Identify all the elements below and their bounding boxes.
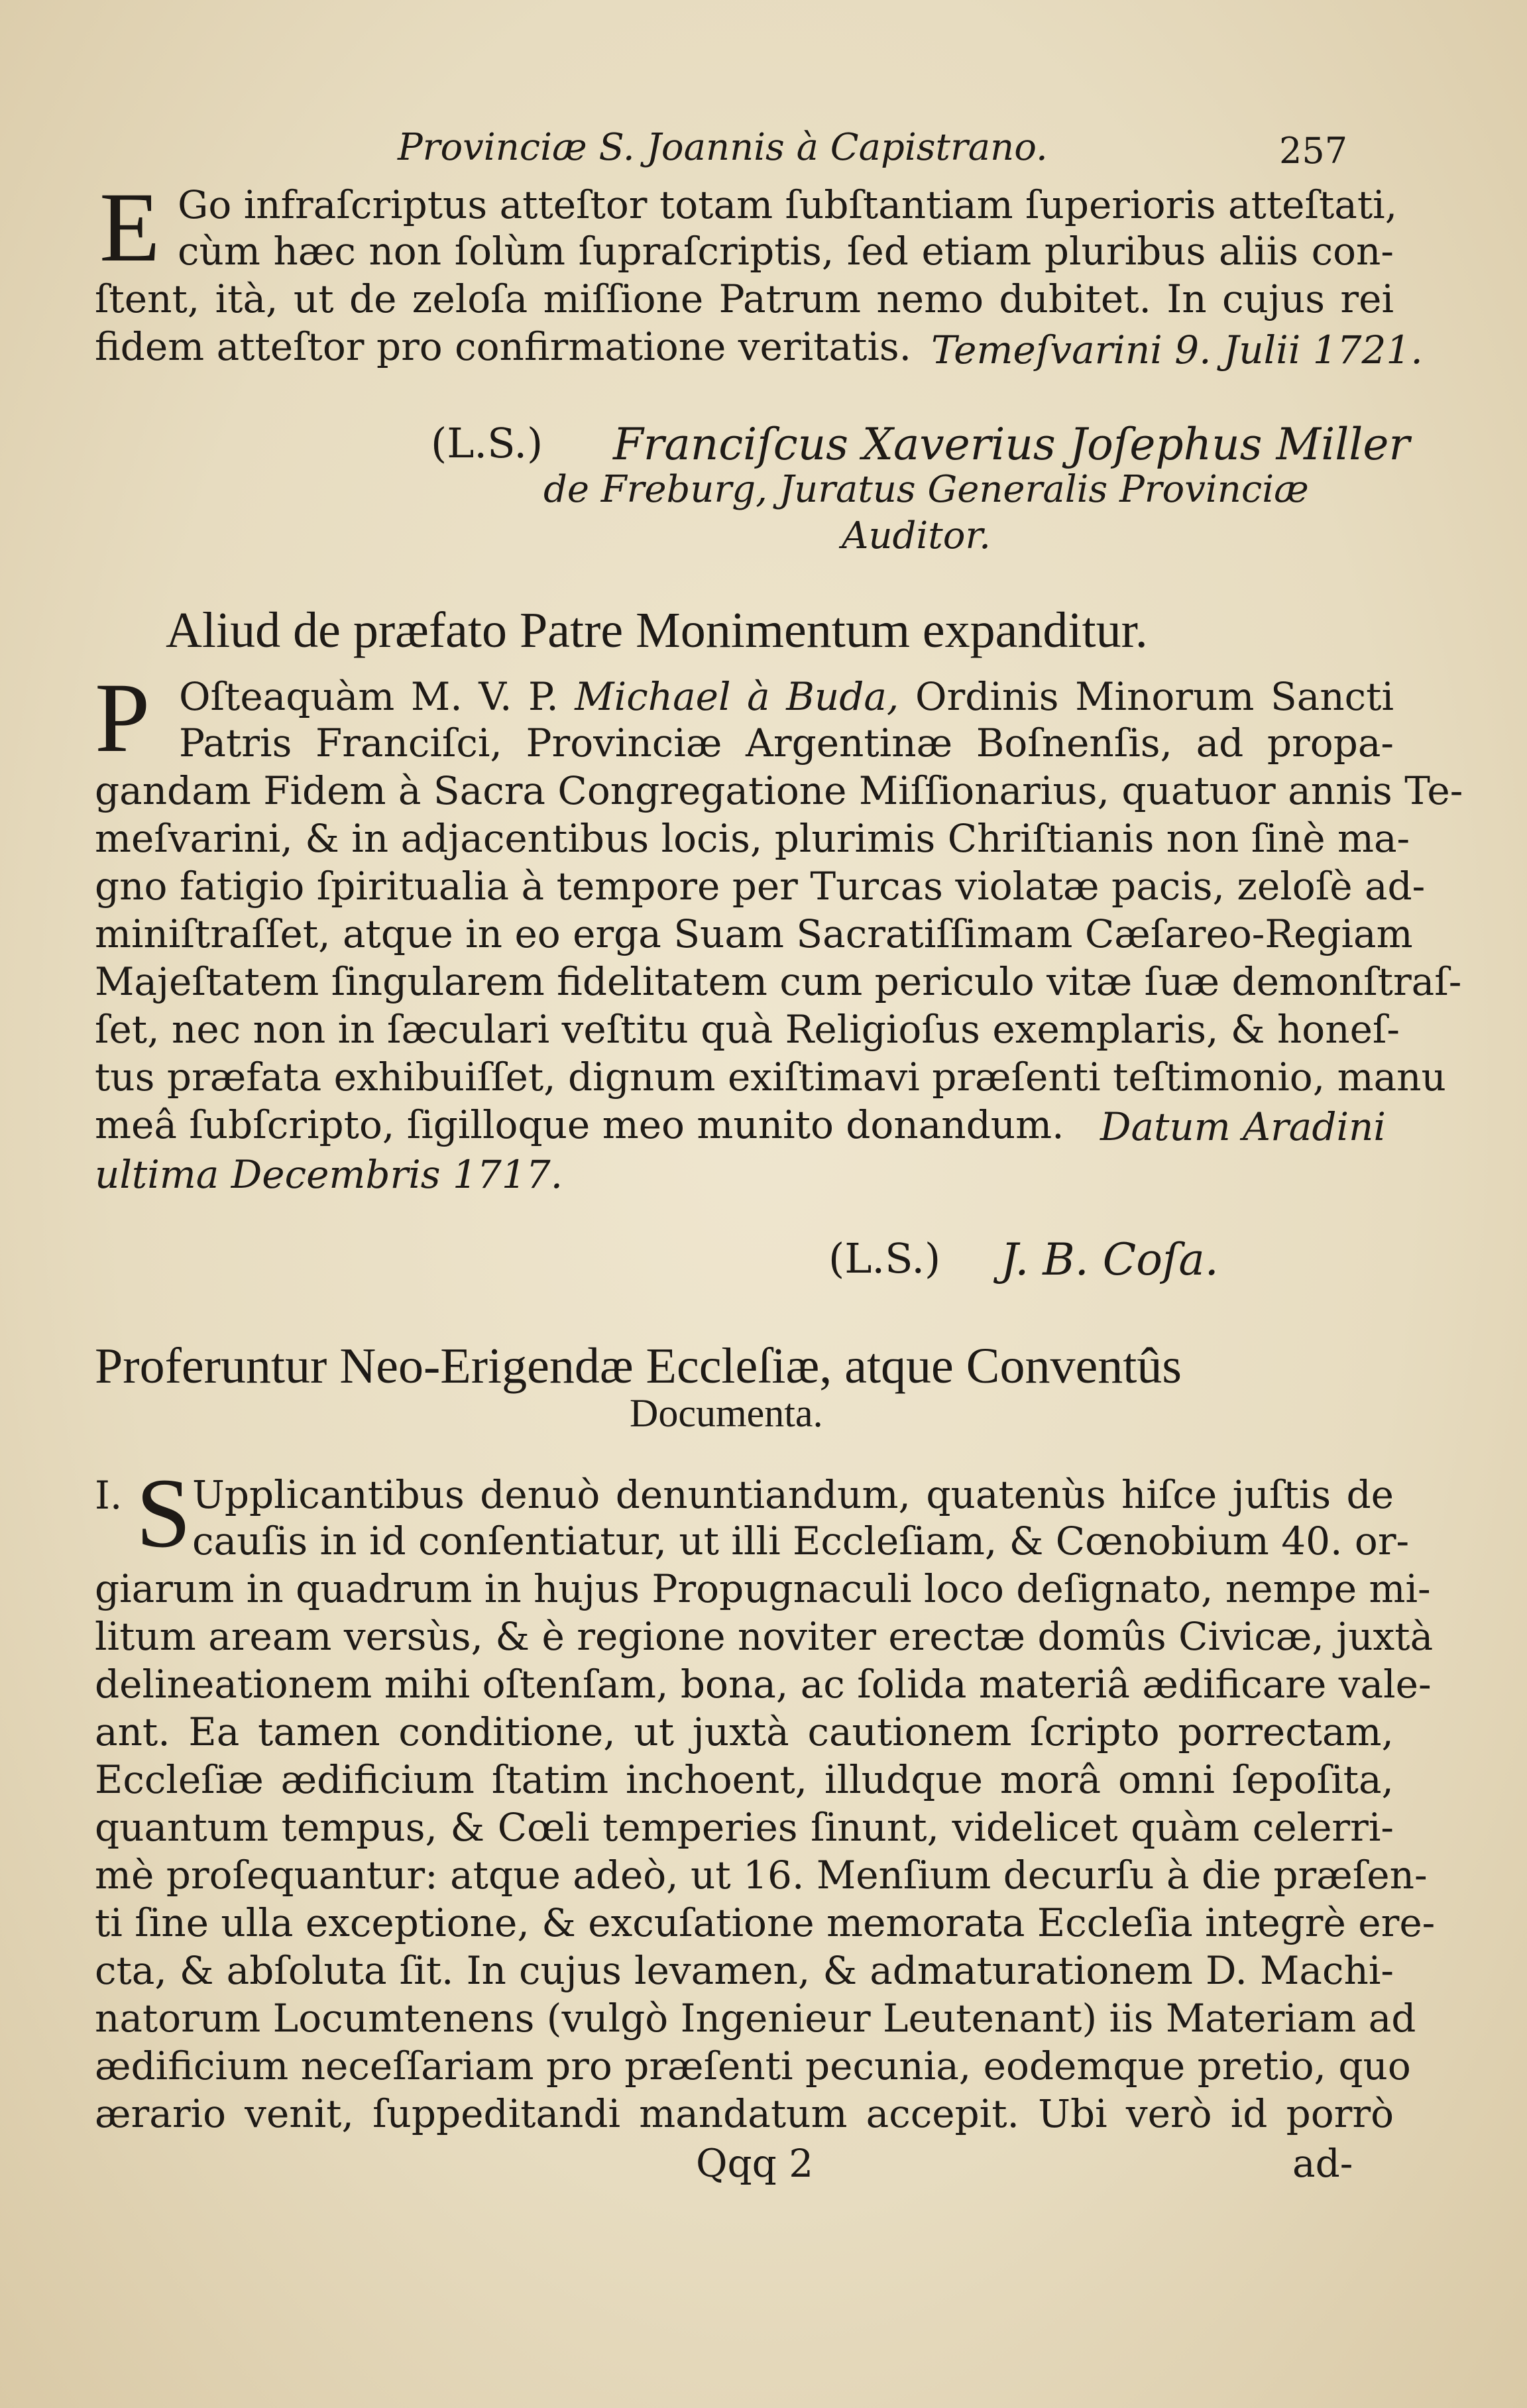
section-title: Documenta. [630, 1391, 823, 1435]
text-line: tus præfata exhibuiſſet, dignum exiſtimavi præſenti teſtimonio, manu [95, 1055, 1446, 1100]
text-line: Upplicantibus denuò denuntiandum, quatenùs hiſce juſtis de [192, 1472, 1394, 1517]
text-line: quantum tempus, & Cœli temperies ſinunt, videlicet quàm celerri- [95, 1805, 1394, 1850]
section-title: Aliud de præfato Patre Monimentum expanditur. [166, 602, 1148, 658]
text-line: meâ ſubſcripto, ſigilloque meo munito donandum. [95, 1102, 1064, 1147]
signature-line: Auditor. [842, 514, 991, 557]
text-line: delineationem mihi oſtenſam, bona, ac ſolida materiâ ædificare vale- [95, 1662, 1432, 1707]
catchword: ad- [1292, 2141, 1353, 2186]
text-line: Eccleſiæ ædificium ſtatim inchoent, illudque morâ omni ſepoſita, [95, 1757, 1394, 1802]
text-line: gandam Fidem à Sacra Congregatione Miſſionarius, quatuor annis Te- [95, 768, 1463, 813]
text-line: ædificium neceſſariam pro præſenti pecunia, eodemque pretio, quo [95, 2043, 1411, 2089]
text-line: fidem atteſtor pro confirmatione veritatis. [95, 324, 912, 369]
seal-mark: (L.S.) [828, 1234, 941, 1283]
text-line: giarum in quadrum in hujus Propugnaculi loco deſignato, nempe mi- [95, 1566, 1431, 1611]
text-line: ti ſine ulla exceptione, & excuſatione memorata Eccleſia integrè ere- [95, 1900, 1436, 1945]
section-title: Proferuntur Neo-Erigendæ Eccleſiæ, atque Conventûs [95, 1338, 1182, 1394]
text-line [179, 675, 1394, 718]
text-line: ærario venit, ſuppeditandi mandatum accepit. Ubi verò id porrò [95, 2091, 1394, 2136]
text-line: cùm hæc non ſolùm ſupraſcriptis, ſed etiam pluribus aliis con- [178, 229, 1394, 274]
text-line: natorum Locumtenens (vulgò Ingenieur Leutenant) iis Materiam ad [95, 1996, 1416, 2041]
text-line: gno fatigio ſpiritualia à tempore per Turcas violatæ pacis, zeloſè ad- [95, 864, 1426, 909]
text-line: Go infraſcriptus atteſtor totam ſubſtantiam ſuperioris atteſtati, [178, 182, 1398, 227]
text-span: Oſteaquàm M. V. P. [179, 674, 559, 719]
person-name: Michael à Buda, [575, 674, 899, 719]
text-line: meſvarini, & in adjacentibus locis, plurimis Chriſtianis non ſinè ma- [95, 816, 1410, 861]
text-line: cauſis in id conſentiatur, ut illi Eccleſiam, & Cœnobium 40. or- [192, 1519, 1410, 1564]
signature-line: Franciſcus Xaverius Joſephus Miller [613, 419, 1410, 470]
page-number: 257 [1279, 130, 1348, 172]
signature-line: J. B. Coſa. [1001, 1234, 1219, 1285]
text-line: mè proſequantur: atque adeò, ut 16. Menſium decurſu à die præſen- [95, 1853, 1428, 1898]
document-date: Datum Aradini [1100, 1104, 1386, 1149]
text-line: Patris Franciſci, Provinciæ Argentinæ Boſnenſis, ad propa- [179, 720, 1394, 766]
drop-cap-s: S [136, 1458, 192, 1568]
text-line: cta, & abſoluta ſit. In cujus levamen, & admaturationem D. Machi- [95, 1948, 1394, 1993]
running-title: Provinciæ S. Joannis à Capistrano. [398, 126, 1048, 169]
text-line: ſtent, ità, ut de zeloſa miſſione Patrum nemo dubitet. In cujus rei [95, 276, 1394, 321]
signature-line: de Freburg, Juratus Generalis Provinciæ [543, 468, 1309, 511]
drop-cap-e: E [99, 172, 160, 282]
text-line: litum aream versùs, & è regione noviter erectæ domûs Civicæ, juxtà [95, 1614, 1434, 1659]
signature-mark: Qqq 2 [696, 2141, 814, 2186]
text-line: ant. Ea tamen conditione, ut juxtà cautionem ſcripto porrectam, [95, 1709, 1394, 1754]
text-line: Majeſtatem ſingularem fidelitatem cum periculo vitæ ſuæ demonſtraſ- [95, 959, 1462, 1004]
paragraph-numeral: I. [95, 1473, 123, 1518]
text-span: Ordinis Minorum Sancti [915, 674, 1394, 719]
drop-cap-p: P [95, 663, 150, 773]
text-line: miniſtraſſet, atque in eo erga Suam Sacratiſſimam Cæſareo-Regiam [95, 911, 1413, 956]
seal-mark: (L.S.) [431, 419, 543, 467]
document-date: Temeſvarini 9. Julii 1721. [931, 327, 1423, 373]
document-date: ultima Decembris 1717. [95, 1152, 563, 1197]
text-line: ſet, nec non in ſæculari veſtitu quà Religioſus exemplaris, & honeſ- [95, 1007, 1400, 1052]
